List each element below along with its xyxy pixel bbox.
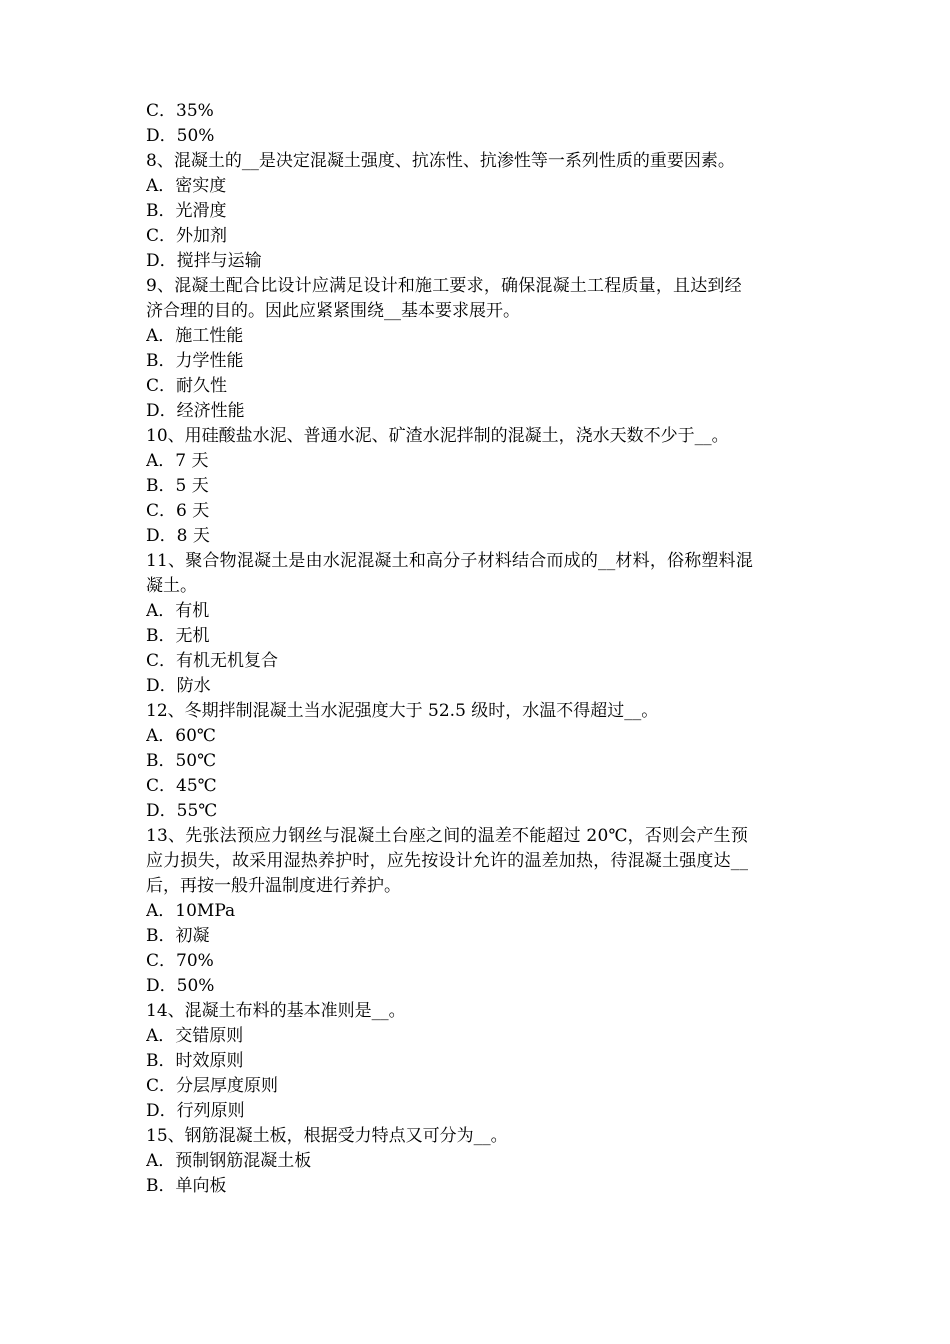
question-q15 bbox=[146, 1124, 814, 1199]
question-stem bbox=[146, 699, 814, 724]
answer-option: B．力学性能 bbox=[146, 351, 244, 371]
question-stem-line: 凝土。 bbox=[146, 576, 197, 596]
answer-option: A．施工性能 bbox=[146, 326, 244, 346]
answer-option: C．35% bbox=[146, 101, 214, 121]
question-stem-line: 后，再按一般升温制度进行养护。 bbox=[146, 876, 401, 896]
question-stem-line: 15、钢筋混凝土板，根据受力特点又可分为__。 bbox=[146, 1126, 508, 1146]
document-page bbox=[146, 99, 814, 1199]
question-q8 bbox=[146, 149, 814, 274]
question-q9 bbox=[146, 274, 814, 424]
answer-option: D．经济性能 bbox=[146, 401, 245, 421]
question-q13 bbox=[146, 824, 814, 999]
answer-option: A．60℃ bbox=[146, 726, 216, 746]
question-q12 bbox=[146, 699, 814, 824]
question-stem-line: 11、聚合物混凝土是由水泥混凝土和高分子材料结合而成的__材料，俗称塑料混 bbox=[146, 551, 754, 571]
answer-option: D．50% bbox=[146, 126, 215, 146]
question-stem-line: 13、先张法预应力钢丝与混凝土台座之间的温差不能超过 20℃，否则会产生预 bbox=[146, 826, 749, 846]
question-stem-line: 14、混凝土布料的基本准则是__。 bbox=[146, 1001, 406, 1021]
question-stem-line: 10、用硅酸盐水泥、普通水泥、矿渣水泥拌制的混凝土，浇水天数不少于__。 bbox=[146, 426, 729, 446]
answer-option: A．10MPa bbox=[146, 901, 236, 921]
question-q10 bbox=[146, 424, 814, 549]
answer-option: D．防水 bbox=[146, 676, 211, 696]
question-q11 bbox=[146, 549, 814, 699]
answer-option: D．50% bbox=[146, 976, 215, 996]
question-q14 bbox=[146, 999, 814, 1124]
answer-option: C．70% bbox=[146, 951, 214, 971]
answer-option: B．5 天 bbox=[146, 476, 209, 496]
answer-option: D．8 天 bbox=[146, 526, 210, 546]
question-stem bbox=[146, 149, 814, 174]
answer-option: A．7 天 bbox=[146, 451, 209, 471]
question-stem-line: 8、混凝土的__是决定混凝土强度、抗冻性、抗渗性等一系列性质的重要因素。 bbox=[146, 151, 735, 171]
answer-option: C．有机无机复合 bbox=[146, 651, 279, 671]
question-stem bbox=[146, 1124, 814, 1149]
answer-option: B．光滑度 bbox=[146, 201, 227, 221]
answer-option: D．搅拌与运输 bbox=[146, 251, 262, 271]
answer-option: A．密实度 bbox=[146, 176, 227, 196]
answer-option: B．时效原则 bbox=[146, 1051, 244, 1071]
answer-option: A．有机 bbox=[146, 601, 210, 621]
question-stem bbox=[146, 999, 814, 1024]
answer-option: A．交错原则 bbox=[146, 1026, 244, 1046]
question-stem-line: 应力损失，故采用湿热养护时，应先按设计允许的温差加热，待混凝土强度达__ bbox=[146, 851, 749, 871]
question-stem-line: 12、冬期拌制混凝土当水泥强度大于 52.5 级时，水温不得超过__。 bbox=[146, 701, 659, 721]
answer-option: B．无机 bbox=[146, 626, 210, 646]
question-stem-line: 9、混凝土配合比设计应满足设计和施工要求，确保混凝土工程质量，且达到经 bbox=[146, 276, 742, 296]
question-stem bbox=[146, 549, 814, 599]
answer-option: D．55℃ bbox=[146, 801, 218, 821]
question-stem-line: 济合理的目的。因此应紧紧围绕__基本要求展开。 bbox=[146, 301, 520, 321]
question-stem bbox=[146, 274, 814, 324]
answer-option: C．耐久性 bbox=[146, 376, 228, 396]
answer-option: C．6 天 bbox=[146, 501, 210, 521]
answer-option: B．初凝 bbox=[146, 926, 210, 946]
question-stem bbox=[146, 824, 814, 899]
question-stem bbox=[146, 424, 814, 449]
question-q7-tail bbox=[146, 99, 814, 149]
answer-option: C．分层厚度原则 bbox=[146, 1076, 279, 1096]
answer-option: D．行列原则 bbox=[146, 1101, 245, 1121]
answer-option: B．50℃ bbox=[146, 751, 217, 771]
answer-option: A．预制钢筋混凝土板 bbox=[146, 1151, 312, 1171]
answer-option: C．45℃ bbox=[146, 776, 217, 796]
answer-option: C．外加剂 bbox=[146, 226, 228, 246]
answer-option: B．单向板 bbox=[146, 1176, 227, 1196]
